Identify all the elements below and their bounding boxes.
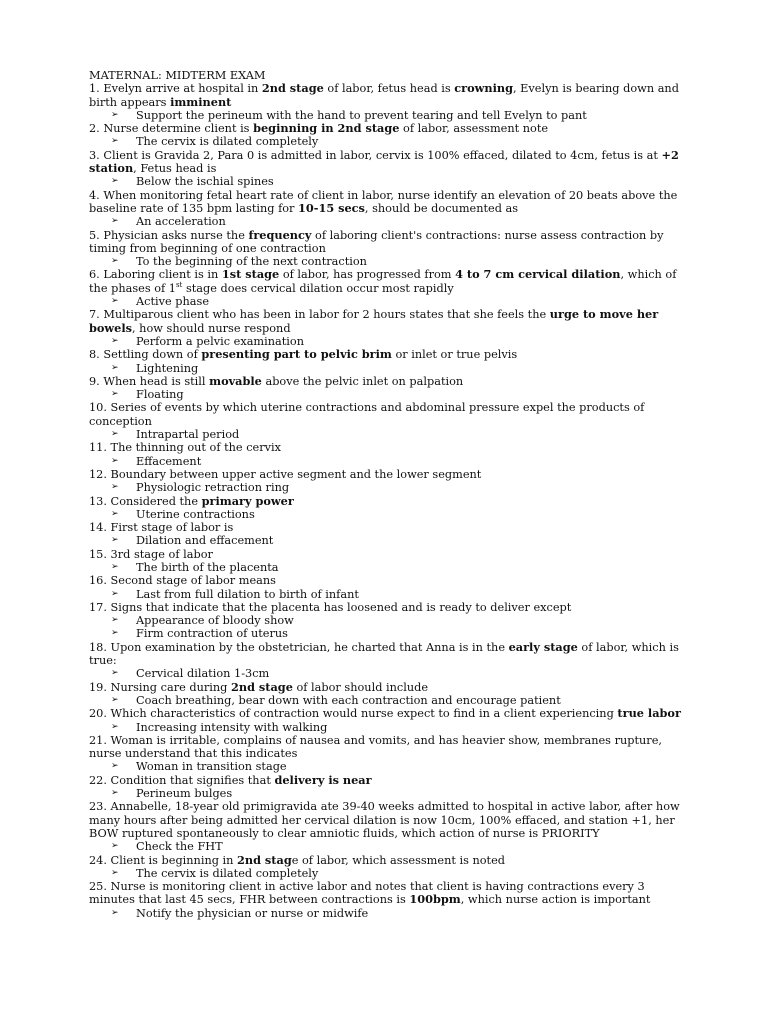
question-number: 18. [89, 640, 107, 654]
answer-bullet: ➢ Cervical dilation 1-3cm [89, 667, 689, 680]
answer-bullet: ➢ Effacement [89, 455, 689, 468]
question-text: of labor, which is true: [89, 640, 679, 668]
question-16 [89, 574, 689, 587]
question-5 [89, 229, 689, 256]
question-text: Woman is irritable, complains of nausea and vomits, and has heavier show, membranes rupture, nurse understand that this indicates [89, 733, 662, 761]
answer-bullet: ➢ Lightening [89, 362, 689, 375]
question-number: 17. [89, 600, 107, 614]
exam-document [89, 69, 689, 920]
question-text: Physician asks nurse the [99, 228, 249, 242]
question-text: of labor, has progressed from [279, 268, 456, 282]
question-text: of labor, fetus head is [323, 82, 455, 96]
question-21 [89, 734, 689, 761]
question-emphasis: beginning in 2nd stage [253, 121, 400, 136]
question-emphasis: +2 station [89, 147, 679, 176]
question-number: 21. [89, 733, 107, 747]
question-text: Laboring client is in [99, 268, 222, 282]
question-emphasis: crowning [454, 81, 513, 96]
question-number: 10. [89, 401, 107, 415]
question-19 [89, 681, 689, 694]
question-text: above the pelvic inlet on palpation [261, 374, 464, 388]
question-text: of labor should include [292, 680, 429, 694]
question-text: stage does cervical dilation occur most rapidly [182, 281, 454, 295]
question-text: of labor, assessment note [399, 122, 549, 136]
question-11 [89, 441, 689, 454]
question-number: 11. [89, 441, 107, 455]
question-emphasis: primary power [201, 493, 294, 508]
question-text: Considered the [106, 494, 202, 508]
question-text: Nurse determine client is [99, 122, 254, 136]
question-number: 6. [89, 268, 100, 282]
document-title: MATERNAL: MIDTERM EXAM [89, 69, 266, 82]
question-text: Signs that indicate that the placenta has loosened and is ready to deliver except [106, 600, 572, 614]
question-emphasis: 10-15 secs [298, 200, 365, 215]
question-text: , which of the phases of 1 [89, 268, 677, 295]
question-text: Upon examination by the obstetrician, he charted that Anna is in the [106, 640, 509, 654]
answer-bullet: ➢ Last from full dilation to birth of infant [89, 588, 689, 601]
question-number: 7. [89, 308, 100, 322]
question-text: Boundary between upper active segment and the lower segment [106, 467, 482, 481]
question-text: Which characteristics of contraction would nurse expect to find in a client experiencing [106, 707, 618, 721]
question-text: When monitoring fetal heart rate of client in labor, nurse identify an elevation of 20 beats above the baseline rate of 135 bpm lasting for [89, 188, 678, 215]
question-10 [89, 401, 689, 428]
answer-bullet: ➢ Coach breathing, bear down with each contraction and encourage patient [89, 694, 689, 707]
question-text: Client is beginning in [106, 853, 238, 867]
question-number: 15. [89, 547, 107, 561]
question-number: 5. [89, 228, 100, 242]
question-25 [89, 880, 689, 907]
question-number: 19. [89, 680, 107, 694]
question-text: Multiparous client who has been in labor for 2 hours states that she feels the [99, 308, 550, 322]
question-number: 9. [89, 374, 100, 388]
question-number: 2. [89, 122, 100, 136]
question-text: , how should nurse respond [132, 321, 291, 335]
answer-bullet: ➢ Notify the physician or nurse or midwife [89, 907, 689, 920]
answer-bullet: ➢ Check the FHT [89, 840, 689, 853]
question-emphasis: 2nd stage [231, 679, 293, 694]
question-emphasis: 4 to 7 cm cervical dilation [455, 267, 621, 282]
question-emphasis: 2nd stag [237, 852, 292, 867]
question-2 [89, 122, 689, 135]
question-text: Condition that signifies that [106, 773, 275, 787]
answer-bullet: ➢ Woman in transition stage [89, 760, 689, 773]
question-text: Second stage of labor means [106, 574, 276, 588]
question-text: 3rd stage of labor [106, 547, 213, 561]
question-text: , Evelyn is bearing down and birth appears [89, 82, 679, 109]
question-number: 1. [89, 82, 100, 96]
question-text: , Fetus head is [133, 162, 217, 176]
question-24 [89, 854, 689, 867]
answer-bullet: ➢ Dilation and effacement [89, 534, 689, 547]
question-text: Client is Gravida 2, Para 0 is admitted in labor, cervix is 100% effaced, dilated to 4cm, fetus is at [99, 148, 662, 162]
question-emphasis: 100bpm [409, 892, 461, 907]
question-emphasis: delivery is near [274, 772, 372, 787]
question-emphasis: urge to move her bowels [89, 307, 659, 335]
question-number: 24. [89, 853, 107, 867]
question-number: 13. [89, 494, 107, 508]
question-text: or inlet or true pelvis [391, 348, 518, 362]
answer-bullet: ➢ Floating [89, 388, 689, 401]
question-emphasis: early stage [508, 639, 578, 654]
question-4 [89, 189, 689, 216]
question-number: 23. [89, 800, 107, 814]
question-text: , which nurse action is important [460, 893, 651, 907]
question-text: Evelyn arrive at hospital in [99, 82, 262, 96]
question-22 [89, 774, 689, 787]
question-text: Series of events by which uterine contractions and abdominal pressure expel the products of conception [89, 401, 645, 428]
answer-bullet: ➢ To the beginning of the next contraction [89, 255, 689, 268]
question-3 [89, 149, 689, 176]
answer-bullet: ➢ Perform a pelvic examination [89, 335, 689, 348]
question-13 [89, 495, 689, 508]
question-number: 25. [89, 880, 107, 894]
question-number: 12. [89, 467, 107, 481]
question-text: st [175, 280, 183, 289]
question-23 [89, 800, 689, 840]
question-number: 20. [89, 707, 107, 721]
question-12 [89, 468, 689, 481]
question-18 [89, 641, 689, 668]
question-number: 16. [89, 574, 107, 588]
answer-bullet: ➢ Below the ischial spines [89, 175, 689, 188]
question-14 [89, 521, 689, 534]
question-emphasis: movable [209, 373, 262, 388]
question-1 [89, 82, 689, 109]
question-number: 8. [89, 348, 100, 362]
question-text: Annabelle, 18-year old primigravida ate 39-40 weeks admitted to hospital in active labor, after how many hours after being admitted her cervical dilation is now 10cm, 100% effaced, and station +1, her BOW ruptured spontaneously to clear amniotic fluids, which action of nurse is PRIORITY [89, 800, 680, 840]
question-20 [89, 707, 689, 720]
question-text: The thinning out of the cervix [106, 441, 281, 455]
answer-bullet: ➢ Appearance of bloody show [89, 614, 689, 627]
question-number: 3. [89, 148, 100, 162]
question-emphasis: 2nd stage [261, 81, 324, 96]
question-list [89, 82, 689, 920]
question-emphasis: imminent [170, 94, 232, 109]
question-number: 4. [89, 188, 100, 202]
question-text: First stage of labor is [106, 521, 234, 535]
question-text: Nurse is monitoring client in active labor and notes that client is having contractions every 3 minutes that last 45 secs, FHR between contractions is [89, 880, 645, 907]
question-text: When head is still [99, 374, 210, 388]
question-6 [89, 268, 689, 295]
question-number: 22. [89, 773, 107, 787]
answer-bullet: ➢ The cervix is dilated completely [89, 135, 689, 148]
answer-bullet: ➢ Increasing intensity with walking [89, 721, 689, 734]
answer-bullet: ➢ Support the perineum with the hand to prevent tearing and tell Evelyn to pant [89, 109, 689, 122]
question-text: Nursing care during [106, 680, 231, 694]
question-number: 14. [89, 521, 107, 535]
answer-bullet: ➢ The birth of the placenta [89, 561, 689, 574]
answer-bullet: ➢ Intrapartal period [89, 428, 689, 441]
answer-bullet: ➢ An acceleration [89, 215, 689, 228]
answer-bullet: ➢ Physiologic retraction ring [89, 481, 689, 494]
question-emphasis: true labor [617, 706, 681, 721]
question-9 [89, 375, 689, 388]
answer-bullet: ➢ Active phase [89, 295, 689, 308]
question-text: , should be documented as [364, 201, 519, 215]
answer-bullet: ➢ Uterine contractions [89, 508, 689, 521]
question-emphasis: 1st stage [221, 267, 280, 282]
question-15 [89, 548, 689, 561]
question-text: Settling down of [99, 348, 202, 362]
answer-bullet: ➢ Firm contraction of uterus [89, 627, 689, 640]
question-emphasis: presenting part to pelvic brim [201, 347, 392, 362]
question-text: e of labor, which assessment is noted [291, 853, 506, 867]
answer-bullet: ➢ Perineum bulges [89, 787, 689, 800]
question-17 [89, 601, 689, 614]
question-emphasis: frequency [248, 227, 312, 242]
question-8 [89, 348, 689, 361]
question-7 [89, 308, 689, 335]
question-text: of laboring client's contractions: nurse assess contraction by timing from beginning of one contraction [89, 228, 664, 255]
answer-bullet: ➢ The cervix is dilated completely [89, 867, 689, 880]
